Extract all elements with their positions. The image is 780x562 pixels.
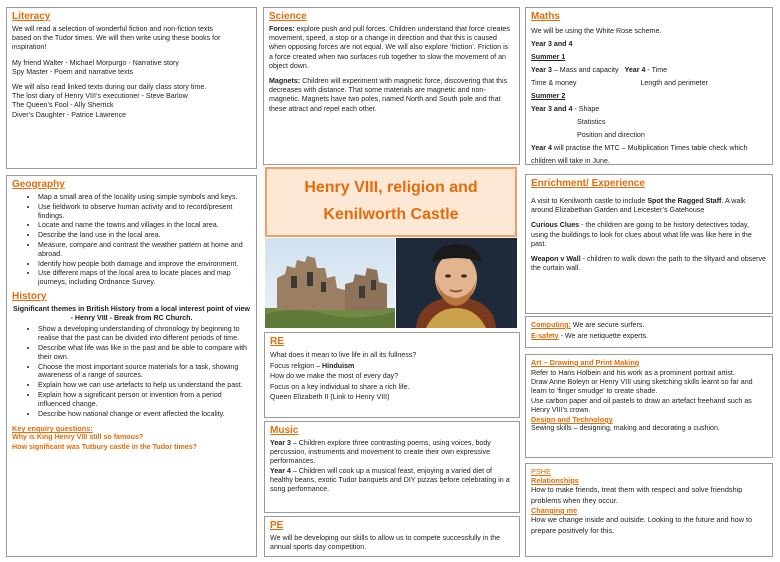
history-list <box>12 325 251 418</box>
maths-intro: We will be using the White Rose scheme. <box>531 27 662 35</box>
literacy-heading: Literacy <box>12 11 51 22</box>
enrichment-panel <box>525 174 773 314</box>
re-line: Focus on a key individual to share a rich life. <box>270 382 410 391</box>
re-heading: RE <box>270 336 284 347</box>
pshe-text: How to make friends, treat them with respect and solve friendship problems when they occur. <box>531 485 743 505</box>
enrichment-clues: Curious Clues - the children are going to be history detectives today, using the buildings to look for clues about what life was like here in the past. <box>531 221 752 248</box>
science-magnets: Magnets: Children will experiment with magnetic force, discovering that this decreases with distance. That some materials are magnetic and non-magnetic. Magnets have two poles, named North and South pole and that these attract and repel each other. <box>269 77 508 113</box>
list-item: • Explain how a significant person or invention from a period influenced change. <box>38 391 251 409</box>
music-year-4: Year 4 – Children will cook up a musical feast, enjoying a varied diet of healthy beans, exotic Tudor banquets and DIY pizzas before celebrating in a song performance. <box>270 466 510 494</box>
music-year-3: Year 3 – Children explore three contrasting poems, using voices, body percussion, instruments and movement to create their own expressive performances. <box>270 439 491 466</box>
maths-mtc: Year 4 will practise the MTC – Multiplication Times table check which children will take in June. <box>531 144 748 165</box>
pshe-text: How we change inside and outside. Looking to the future and how to prepare positively for this. <box>531 515 753 535</box>
maths-summer-2: Summer 2 <box>531 92 566 100</box>
list-item: • Identify how people both damage and improve the environment. <box>38 260 251 269</box>
maths-summer-1-row-2: Time & money Length and perimeter <box>531 79 708 87</box>
enrichment-visit: A visit to Kenilworth castle to include Spot the Ragged Staff. A walk around Elizabethan Garden and Leicester’s Gatehouse <box>531 197 746 215</box>
literacy-line: We will read a selection of wonderful fiction and non-fiction texts <box>12 25 213 33</box>
list-item: • Describe how national change or event affected the locality. <box>38 410 251 419</box>
esafety-line: E-safety - We are netiquette experts. <box>531 332 648 340</box>
literacy-line: Spy Master - Poem and narrative texts <box>12 67 134 76</box>
art-line: Draw Anne Boleyn or Henry VIII using sketching skills learnt so far and learn to ‘finger smudge’ to create shade. <box>531 378 753 396</box>
henry-viii-portrait-image <box>396 238 517 328</box>
maths-statistics: Statistics <box>577 118 606 126</box>
pe-heading: PE <box>270 520 284 531</box>
list-item: • Map a small area of the locality using simple symbols and keys. <box>38 193 251 202</box>
art-panel <box>525 354 773 458</box>
list-item: • Locate and name the towns and villages in the local area. <box>38 221 251 230</box>
computing-panel <box>525 316 773 348</box>
literacy-line: inspiration! <box>12 43 47 52</box>
art-line: Use carbon paper and oil pastels to draw an artefact freehand such as Henry VIII’s crown. <box>531 396 752 414</box>
key-question: How significant was Tutbury castle in the Tudor times? <box>12 442 197 451</box>
topic-title-line-2: Kenilworth Castle <box>323 206 459 223</box>
history-intro: Significant themes in British History from a local interest point of view - Henry VIII - Break from RC Church. <box>13 304 250 323</box>
geography-list <box>12 193 251 287</box>
topic-title-line-1: Henry VIII, religion and <box>304 179 478 196</box>
pe-panel <box>264 516 520 557</box>
maths-heading: Maths <box>531 11 560 22</box>
re-line: Queen Elizabeth II (Link to Henry VIII) <box>270 393 390 401</box>
literacy-line: We will also read linked texts during our daily class story time. <box>12 83 207 92</box>
maths-summer-1: Summer 1 <box>531 53 566 61</box>
music-panel <box>264 421 520 513</box>
list-item: • Measure, compare and contrast the weather pattern at home and abroad. <box>38 241 251 259</box>
art-heading: Art – Drawing and Print Making <box>531 358 640 367</box>
re-panel <box>264 332 520 418</box>
re-focus: Focus religion – Hinduism <box>270 361 355 370</box>
pe-text: We will be developing our skills to allow us to compete successfully in the annual sports day competition. <box>270 534 501 552</box>
maths-year-3-4: Year 3 and 4 <box>531 40 573 48</box>
list-item: • Explain how we can use artefacts to help us understand the past. <box>38 381 251 390</box>
literacy-line: Diver’s Daughter - Patrice Lawrence <box>12 110 127 119</box>
key-question: Why is King Henry VIII still so famous? <box>12 433 144 442</box>
re-line: What does it mean to live life in all its fullness? <box>270 351 417 359</box>
re-line: How do we make the most of every day? <box>270 372 399 380</box>
dt-text: Sewing skills – designing, making and decorating a cushion. <box>531 424 720 433</box>
list-item: • Describe the land use in the local area. <box>38 231 251 240</box>
geography-history-panel <box>6 175 257 557</box>
literacy-line: My friend Walter - Michael Morpurgo - Narrative story <box>12 58 179 67</box>
topic-title <box>265 167 517 237</box>
maths-panel <box>525 7 773 165</box>
literacy-line: based on the Tudor times. We will then write using these books for <box>12 34 221 43</box>
literacy-line: The Queen’s Fool - Ally Sherrick <box>12 101 114 110</box>
literacy-text <box>12 25 251 120</box>
art-line: Refer to Hans Holbein and his work as a prominent portrait artist. <box>531 369 735 377</box>
geography-heading: Geography <box>12 179 65 190</box>
dt-heading: Design and Technology <box>531 415 613 425</box>
history-heading: History <box>12 290 47 302</box>
enrichment-weapon: Weapon v Wall - children to walk down the path to the tiltyard and observe the curtain wall. <box>531 255 767 273</box>
music-heading: Music <box>270 425 299 436</box>
pshe-changing-me: Changing me <box>531 506 578 515</box>
maths-position: Position and direction <box>577 131 645 139</box>
key-enquiry-heading: Key enquiry questions: <box>12 424 93 434</box>
list-item: • Use fieldwork to observe human activity and to record/present findings. <box>38 203 251 221</box>
list-item: • Choose the most important source materials for a task, showing awareness of a range of sources. <box>38 363 251 381</box>
maths-shape-row: Year 3 and 4 - Shape <box>531 105 600 113</box>
maths-summer-1-row: Year 3 – Mass and capacity Year 4 - Time <box>531 66 668 74</box>
pshe-heading: PSHE <box>531 467 551 476</box>
pshe-panel <box>525 463 773 557</box>
list-item: • Show a developing understanding of chronology by beginning to realise that the past can be divided into different periods of time. <box>38 325 251 343</box>
science-panel <box>263 7 520 165</box>
enrichment-heading: Enrichment/ Experience <box>531 178 645 189</box>
castle-ruins-image <box>265 238 395 328</box>
science-heading: Science <box>269 11 307 22</box>
list-item: • Describe what life was like in the past and be able to compare with their own. <box>38 344 251 362</box>
pshe-relationships: Relationships <box>531 476 579 485</box>
literacy-panel <box>6 7 257 169</box>
list-item: • Use different maps of the local area to locate places and map journeys, including Ordnance Survey. <box>38 269 251 287</box>
science-forces: Forces: explore push and pull forces. Children understand that force creates movement, speed, a stop or a change in direction and that this is caused when opposing forces are not equal. We will also explore ‘friction’. Friction is a force created when two surfaces rub together to slow the movement of an object down. <box>269 25 510 70</box>
computing-line: Computing: We are secure surfers. <box>531 321 645 329</box>
literacy-line: The lost diary of Henry VIII’s executioner - Steve Barlow <box>12 92 188 101</box>
